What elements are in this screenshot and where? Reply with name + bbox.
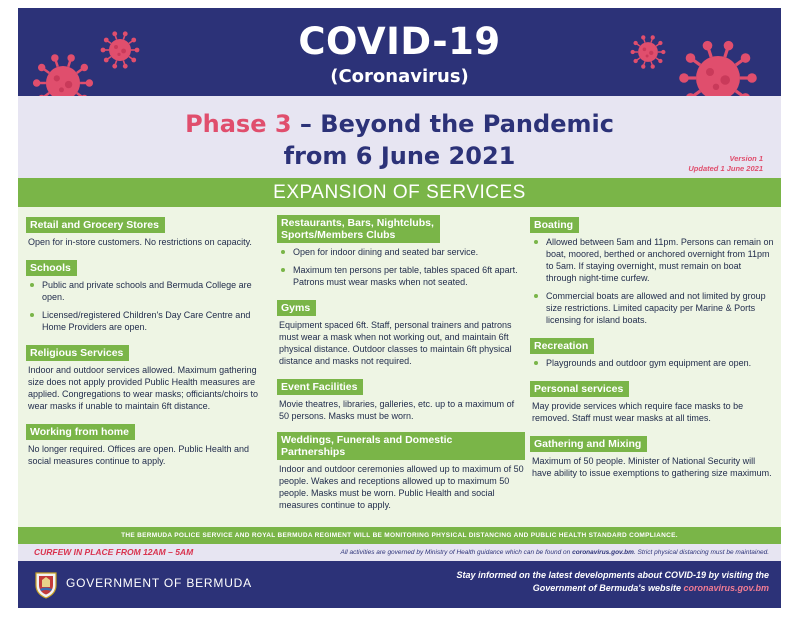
weddings-heading: Weddings, Funerals and Domestic Partnerships [277, 432, 525, 460]
stay-line2: Government of Bermuda's website [532, 583, 684, 593]
retail-text: Open for in-store customers. No restrictions on capacity. [28, 237, 252, 247]
boating-heading: Boating [530, 217, 579, 233]
footer [18, 561, 781, 608]
list-item: Maximum ten persons per table, tables spaced 6ft apart. Patrons must wear masks when not seated. [279, 264, 525, 288]
covid-poster [18, 8, 781, 608]
restaurants-heading-line2: Sports/Members Clubs [281, 229, 396, 241]
boating-section [530, 215, 774, 326]
gyms-heading: Gyms [277, 300, 316, 316]
schools-section [26, 258, 271, 333]
list-item: Commercial boats are allowed and not limited by group size restrictions. Limited capacity per Marine & Ports licensing for island boats. [532, 290, 774, 326]
schools-heading: Schools [26, 260, 77, 276]
restaurants-heading [277, 215, 440, 243]
website-link[interactable]: coronavirus.gov.bm [683, 583, 769, 593]
events-text: Movie theatres, libraries, galleries, etc. up to a maximum of 50 persons. Masks must be worn. [279, 399, 515, 421]
weddings-text: Indoor and outdoor ceremonies allowed up to maximum of 50 people. Wakes and receptions allowed up to maximum 50 people. Masks must be worn. Public Health and social measures continue to apply. [279, 464, 524, 510]
working-heading: Working from home [26, 424, 135, 440]
bermuda-crest-icon [34, 571, 58, 599]
restaurants-list [277, 246, 525, 288]
guidance-text: All activities are governed by Ministry of Health guidance which can be found on [340, 549, 573, 556]
boating-list [530, 236, 774, 326]
retail-section [26, 215, 271, 248]
version-info [688, 154, 763, 174]
guidance-text-end: . Strict physical distancing must be maintained. [633, 549, 769, 556]
phase-number: Phase 3 [185, 110, 292, 138]
working-text: No longer required. Offices are open. Public Health and social measures continue to apply. [28, 444, 249, 466]
page-subtitle: (Coronavirus) [330, 66, 469, 87]
guidance-link[interactable]: coronavirus.gov.bm [572, 549, 634, 556]
phase-name: – Beyond the Pandemic [291, 110, 614, 138]
restaurants-section [277, 215, 525, 288]
stay-line2-wrap [329, 582, 769, 595]
religious-section [26, 343, 271, 412]
list-item: Public and private schools and Bermuda College are open. [28, 279, 271, 303]
gathering-text: Maximum of 50 people. Minister of National Security will have ability to issue exemptions to gathering size maximum. [532, 456, 772, 478]
working-section [26, 422, 271, 467]
recreation-heading: Recreation [530, 338, 594, 354]
services-content [18, 207, 781, 527]
list-item: Allowed between 5am and 11pm. Persons can remain on boat, moored, berthed or anchored overnight from 11pm to 5am. If staying overnight, must remain on boat through night-time curfew. [532, 236, 774, 284]
updated-label: Updated 1 June 2021 [688, 164, 763, 173]
personal-section [530, 379, 774, 424]
page-title: COVID-19 [298, 20, 501, 63]
curfew-bar [18, 544, 781, 561]
section-title: EXPANSION OF SERVICES [18, 178, 781, 207]
personal-heading: Personal services [530, 381, 629, 397]
column-left [26, 215, 271, 477]
guidance-note [340, 544, 769, 561]
recreation-list [530, 357, 774, 369]
list-item: Licensed/registered Children's Day Care Centre and Home Providers are open. [28, 309, 271, 333]
recreation-section [530, 336, 774, 369]
events-section [277, 377, 525, 422]
gyms-section [277, 298, 525, 367]
list-item: Open for indoor dining and seated bar service. [279, 246, 525, 258]
personal-text: May provide services which require face masks to be removed. Staff must wear masks at all times. [532, 401, 744, 423]
stay-informed [329, 569, 769, 595]
religious-heading: Religious Services [26, 345, 129, 361]
gathering-section [530, 434, 774, 479]
column-middle [277, 215, 525, 521]
phase-heading [18, 110, 781, 138]
list-item: Playgrounds and outdoor gym equipment are open. [532, 357, 774, 369]
column-right [530, 215, 774, 489]
title-banner [18, 8, 781, 96]
stay-line1: Stay informed on the latest developments about COVID-19 by visiting the [456, 570, 769, 580]
police-notice: THE BERMUDA POLICE SERVICE AND ROYAL BERMUDA REGIMENT WILL BE MONITORING PHYSICAL DISTANCING AND PUBLIC HEALTH STANDARD COMPLIANCE. [18, 527, 781, 544]
schools-list [26, 279, 271, 333]
gathering-heading: Gathering and Mixing [530, 436, 647, 452]
phase-date: from 6 June 2021 [283, 142, 516, 170]
gyms-text: Equipment spaced 6ft. Staff, personal trainers and patrons must wear a mask when not working out, and maintain 6ft physical distance. Outdoor classes to maintain 6ft physical distance and masks not required. [279, 320, 512, 366]
phase-banner [18, 96, 781, 178]
events-heading: Event Facilities [277, 379, 363, 395]
version-label: Version 1 [729, 154, 763, 163]
restaurants-heading-line1: Restaurants, Bars, Nightclubs, [281, 217, 434, 229]
government-label: GOVERNMENT OF BERMUDA [66, 576, 252, 590]
weddings-section [277, 432, 525, 511]
retail-heading: Retail and Grocery Stores [26, 217, 165, 233]
religious-text: Indoor and outdoor services allowed. Maximum gathering size does not apply provided Public Health measures are applied. Congregations to wear masks; officiants/choirs to wear masks if unable to maintain 6ft distance. [28, 365, 258, 411]
curfew-notice: CURFEW IN PLACE FROM 12AM – 5AM [34, 547, 194, 557]
